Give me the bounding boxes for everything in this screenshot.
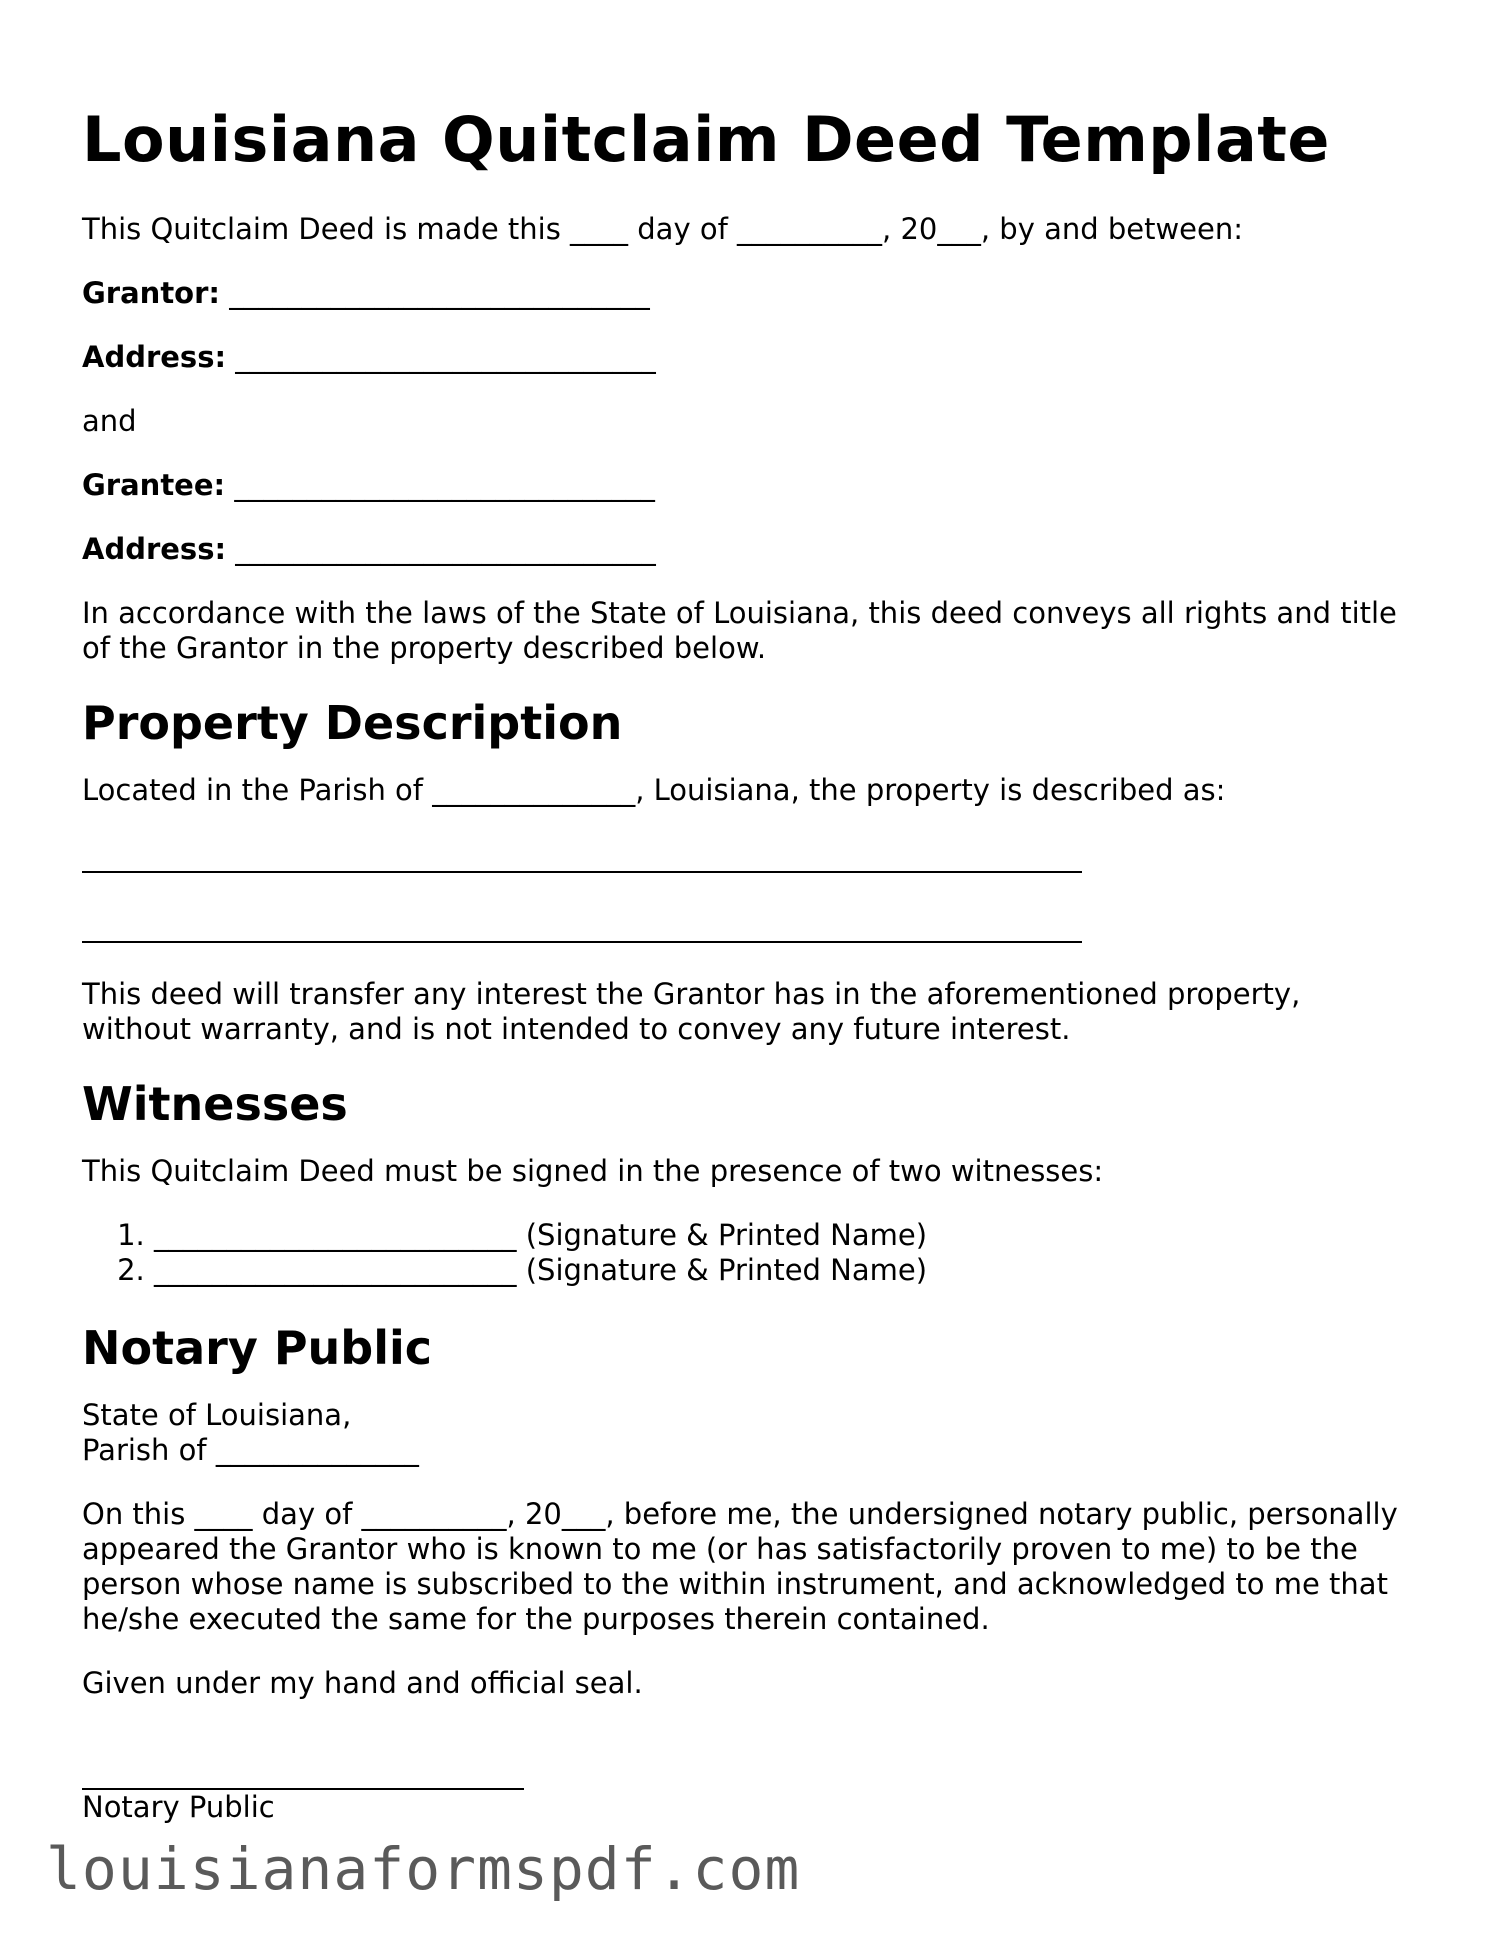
conveyance-text: In accordance with the laws of the State of Louisiana, this deed conveys all rights and title of the Grantor in the property described below. bbox=[82, 596, 1397, 665]
notary-heading: Notary Public bbox=[82, 1321, 433, 1375]
property-heading: Property Description bbox=[82, 696, 623, 750]
grantor-address-label: Address: bbox=[82, 340, 227, 374]
and-text: and bbox=[82, 404, 137, 438]
grantor-address-field bbox=[82, 340, 1412, 375]
witness-item-1: 1. _________________________ (Signature & Printed Name) bbox=[154, 1218, 1412, 1253]
document-page bbox=[82, 100, 1412, 1825]
witnesses-heading: Witnesses bbox=[82, 1077, 348, 1131]
property-transfer-text: This deed will transfer any interest the Grantor has in the aforementioned property, without warranty, and is not intended to convey any future interest. bbox=[82, 977, 1301, 1046]
grantor-label: Grantor: bbox=[82, 276, 221, 310]
grantee-address-blank: _____________________________ bbox=[235, 532, 656, 566]
document-title: Louisiana Quitclaim Deed Template bbox=[82, 103, 1330, 176]
witness-list bbox=[82, 1218, 1412, 1288]
notary-venue bbox=[82, 1398, 1412, 1468]
grantor-field bbox=[82, 276, 1412, 311]
grantor-address-blank: _____________________________ bbox=[235, 340, 656, 374]
notary-signature-line bbox=[82, 1730, 524, 1790]
grantee-blank: _____________________________ bbox=[234, 468, 655, 502]
notary-signature-label: Notary Public bbox=[82, 1790, 275, 1824]
notary-parish-line: Parish of ______________ bbox=[82, 1433, 419, 1467]
witness-item-2: 2. _________________________ (Signature & Printed Name) bbox=[154, 1253, 1412, 1288]
property-description-line-1 bbox=[82, 837, 1082, 873]
grantor-blank: _____________________________ bbox=[229, 276, 650, 310]
witnesses-instruction: This Quitclaim Deed must be signed in the presence of two witnesses: bbox=[82, 1154, 1104, 1188]
property-description-line-2 bbox=[82, 907, 1082, 943]
grantee-address-label: Address: bbox=[82, 532, 227, 566]
notary-state-line: State of Louisiana, bbox=[82, 1398, 352, 1432]
property-location-text: Located in the Parish of ______________, Louisiana, the property is described as: bbox=[82, 773, 1226, 807]
grantee-field bbox=[82, 468, 1412, 503]
intro-text: This Quitclaim Deed is made this ____ day of __________, 20___, by and between: bbox=[82, 212, 1244, 246]
notary-seal-text: Given under my hand and official seal. bbox=[82, 1666, 643, 1700]
grantee-address-field bbox=[82, 532, 1412, 567]
watermark: louisianaformspdf.com bbox=[46, 1835, 801, 1903]
notary-acknowledgment: On this ____ day of __________, 20___, before me, the undersigned notary public, personally appeared the Grantor who is known to me (or has satisfactorily proven to me) to be the person whose name is subscribed to the within instrument, and acknowledged to me that he/she executed the same for the purposes therein contained. bbox=[82, 1497, 1398, 1636]
grantee-label: Grantee: bbox=[82, 468, 226, 502]
